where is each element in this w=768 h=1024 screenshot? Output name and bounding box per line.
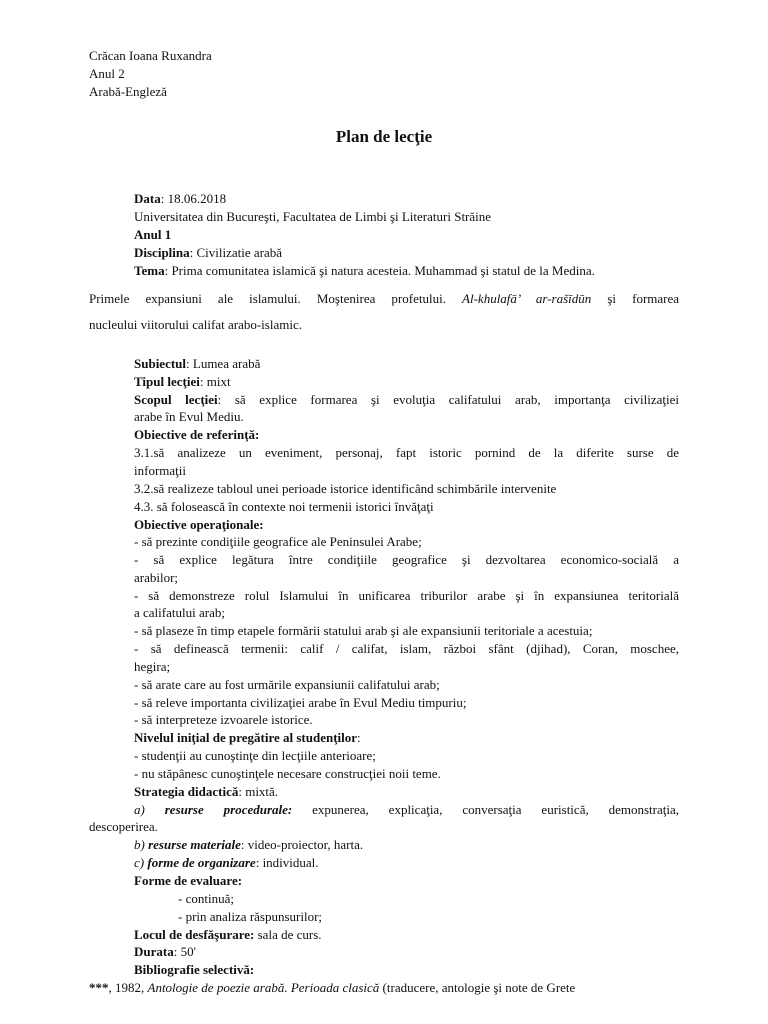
language-pair: Arabă-Engleză [89,84,167,99]
op-item-1: - să prezinte condiţiile geografice ale Peninsulei Arabe; [134,534,422,549]
resurse-a-cont: descoperirea. [89,819,158,834]
op-item-2-cont: arabilor; [134,570,179,585]
bibliografie-heading: Bibliografie selectivă: [134,962,255,977]
disciplina-line [134,245,282,261]
tema-line-2: Primele expansiuni ale islamului. Moştenirea profetului. Al-khulafā’ ar-rašīdūn şi formarea [89,291,680,306]
op-item-4: - să plaseze în timp etapele formării statului arab şi ale expansiunii teritoriale a acestuia; [134,623,593,638]
ref-item-1-cont: informaţii [134,463,186,478]
tema-value: : Prima comunitatea islamică şi natura acesteia. Muhammad şi statul de la Medina. [164,263,595,278]
student-year: Anul 2 [89,66,125,81]
nivel-item-2: - nu stăpânesc cunoştinţele necesare construcţiei noii teme. [134,766,441,781]
forme-evaluare-heading: Forme de evaluare: [134,873,243,888]
obiective-referinta-heading: Obiective de referinţă: [134,427,260,442]
date-label: Data [134,191,161,206]
disciplina-label: Disciplina [134,245,190,260]
op-item-7: - să releve importanta civilizaţiei arabe în Evul Mediu timpuriu; [134,695,467,710]
op-item-2: - să explice legătura între condiţiile geografice şi dezvoltarea economico-socială a [134,552,679,567]
tema-italic-term: Al-khulafā’ ar-rašīdūn [462,291,592,306]
date-line [134,191,226,207]
op-item-6: - să arate care au fost urmările expansiunii califatului arab; [134,677,440,692]
disciplina-value: : Civilizatie arabă [189,245,283,260]
anul-line: Anul 1 [134,227,172,242]
nivel-heading-line: Nivelul iniţial de pregătire al studenţilor: [134,730,361,745]
date-value: : 18.06.2018 [160,191,227,206]
scopul-line-2: arabe în Evul Mediu. [134,409,244,424]
resurse-b-line: b) resurse materiale: video-proiector, harta. [134,837,364,852]
scopul-line-1: Scopul lecţiei: să explice formarea şi evoluţia califatului arab, importanţa civilizaţiei [134,392,679,407]
op-item-5-cont: hegira; [134,659,171,674]
university-line: Universitatea din Bucureşti, Facultatea de Limbi şi Literaturi Străine [134,209,492,224]
resurse-c-line: c) forme de organizare: individual. [134,855,319,870]
subiectul-line: Subiectul: Lumea arabă [134,356,261,371]
forme-item-1: - continuă; [178,891,234,906]
tipul-line: Tipul lecţiei: mixt [134,374,231,389]
page-title: Plan de lecţie [335,127,433,146]
tema-line-3: nucleului viitorului califat arabo-islamic. [89,317,302,332]
op-item-5: - să definească termenii: calif / califat, islam, război sfânt (djihad), Coran, moschee, [134,641,679,656]
ref-item-3: 4.3. să folosească în contexte noi termenii istorici învăţaţi [134,499,434,514]
tema-label: Tema [134,263,165,278]
op-item-8: - să interpreteze izvoarele istorice. [134,712,313,727]
op-item-3: - să demonstreze rolul Islamului în unificarea triburilor arabe şi în expansiunea teritorială [134,588,679,603]
resurse-a-line: a) resurse procedurale: expunerea, explicaţia, conversaţia euristică, demonstraţia, [134,802,679,817]
strategia-line: Strategia didactică: mixtă. [134,784,279,799]
locul-line: Locul de desfăşurare: sala de curs. [134,927,322,942]
forme-item-2: - prin analiza răspunsurilor; [178,909,323,924]
author-name: Crăcan Ioana Ruxandra [89,48,212,63]
obiective-operationale-heading: Obiective operaţionale: [134,517,264,532]
bibliography-item-1: ***, 1982, Antologie de poezie arabă. Perioada clasică (traducere, antologie şi note de Grete [89,980,576,995]
durata-line: Durata: 50' [134,944,196,959]
tema-line-1 [134,263,595,279]
op-item-3-cont: a califatului arab; [134,605,225,620]
nivel-item-1: - studenţii au cunoştinţe din lecţiile anterioare; [134,748,376,763]
ref-item-2: 3.2.să realizeze tabloul unei perioade istorice identificând schimbările intervenite [134,481,557,496]
ref-item-1: 3.1.să analizeze un eveniment, personaj, fapt istoric pornind de la diferite surse de [134,445,679,460]
